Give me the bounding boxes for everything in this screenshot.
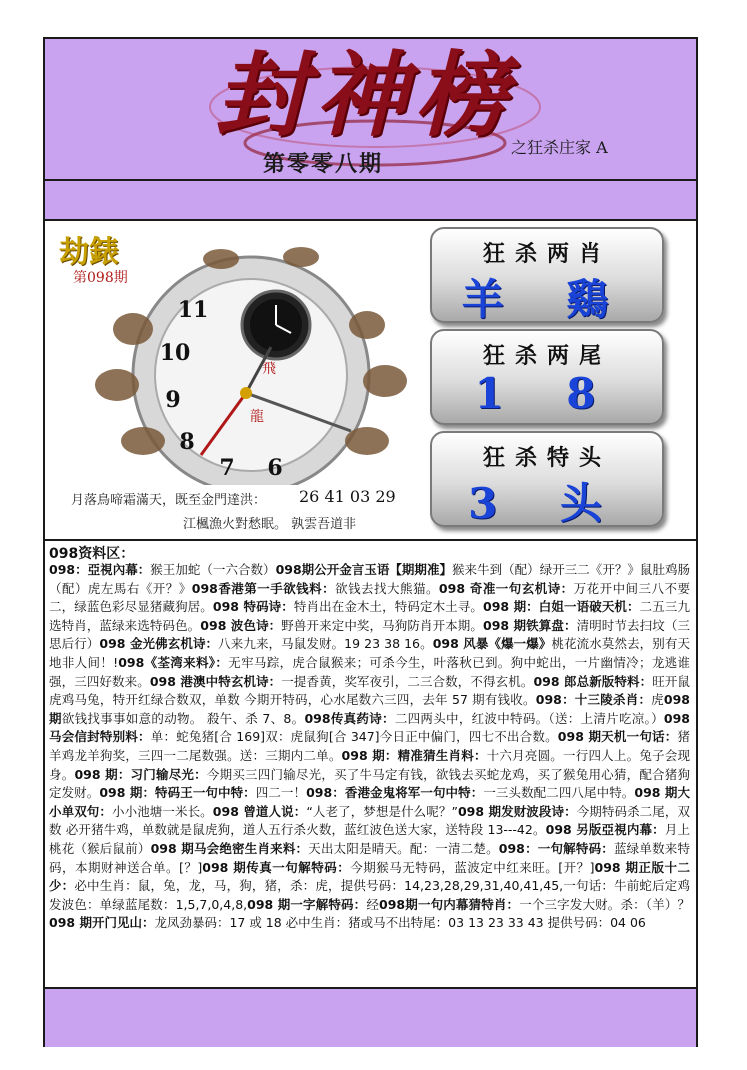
svg-text:7: 7 xyxy=(219,455,235,481)
paragraph-heading: 098 波色诗： xyxy=(200,617,282,633)
box-value: 3 头 xyxy=(468,479,626,528)
paragraph-heading: 098期 xyxy=(49,692,690,726)
paragraph-heading: 098《荃湾来料》： xyxy=(118,654,229,670)
paragraph-heading: 098 曾道人说： xyxy=(212,803,307,819)
box-kill-two-zodiac xyxy=(430,227,664,323)
paragraph-text: 欲钱去找大熊猫。 xyxy=(335,580,439,596)
paragraph-text: 天出太阳是晴天。配：一清二楚。 xyxy=(308,840,499,856)
paragraph-heading: 098：香港金鬼将军一句中特： xyxy=(306,785,484,801)
paragraph-heading: 098 期：精准猜生肖料： xyxy=(341,747,487,763)
paragraph-heading: 098期公开金言玉语【期期准】 xyxy=(275,562,453,577)
paragraph-text: 旺开鼠虎鸡马兔，特开红绿合数双，单数 今期开特码，心水尾数六三四，去年 57 期有钱收。 xyxy=(49,673,690,708)
paragraph-text: 一三头数配二四八尾中特。 xyxy=(483,785,635,801)
paragraph-heading: 098 期正版十二少： xyxy=(49,859,690,894)
purple-band xyxy=(45,181,696,221)
paragraph-text: 龙凤劲暴码：17 或 18 必中生肖：猪或马不出特尾：03 13 23 33 43 提供号码：04 06 xyxy=(154,915,646,931)
paragraph-text: 无牢马踪，虎合鼠猴来；可杀今生，叶落秋已到。狗中蛇出，一片幽情冷；龙逃谁强，三四好数来。 xyxy=(49,654,690,689)
paragraph-text: 野兽开来定中奖，马狗防肖开本期。 xyxy=(281,617,483,633)
svg-text:6: 6 xyxy=(267,455,283,481)
paragraph-heading: 098 期：习门输尽光： xyxy=(74,766,207,782)
box-value: 1 8 xyxy=(474,369,620,418)
box-value: 羊 鷄 xyxy=(461,275,633,324)
svg-text:9: 9 xyxy=(165,387,181,413)
paragraph-text: 虎 xyxy=(651,692,664,708)
footer-band xyxy=(45,987,696,1047)
svg-text:8: 8 xyxy=(179,429,195,455)
paragraph-text: 猴王加蛇（一六合数） xyxy=(150,562,276,577)
image-row xyxy=(45,221,696,537)
paragraph-text: 四二一！ xyxy=(255,785,307,801)
paragraph-heading: 098期一句内幕猜特肖： xyxy=(379,896,520,912)
box-kill-special-head xyxy=(430,431,664,527)
paragraph-heading: 098 期大小单双句： xyxy=(49,785,690,819)
paragraph-text: 桃花流水莫然去，别有天地非人间！! xyxy=(49,636,690,670)
paragraph-text: 今期买三四门输尽光，买了牛马定有钱，欲钱去买蛇龙鸡，买了猴兔用心猜，配合猪狗定发财。 xyxy=(49,766,690,801)
paragraph-heading: 098 期传真一句解特码： xyxy=(202,859,351,875)
page-title: 封神榜 xyxy=(215,41,516,149)
issue-period: 第零零八期 xyxy=(263,151,384,177)
clock-char-2: 龍 xyxy=(250,409,264,425)
info-text-area xyxy=(45,539,696,989)
paragraph-heading: 098：亞視內幕： xyxy=(49,562,151,577)
paragraph-text: 单：蛇兔猪[合 169]双：虎鼠狗[合 347]今日正中偏门，四七不出合数。 xyxy=(150,729,558,745)
paragraph-heading: 098 期发财波段诗： xyxy=(457,803,577,819)
clock-caption-line2: 江楓漁火對愁眠。 孰雲吾道非 xyxy=(183,517,357,532)
clock-logo-text: 劫錶 xyxy=(59,235,119,270)
paragraph-heading: 098传真药诗： xyxy=(304,710,395,726)
paragraph-text: 清明时节去扫坟（三思后行） xyxy=(49,617,690,652)
paragraph-heading: 098：一句解特码： xyxy=(498,840,614,856)
paragraph-heading: 098 期：白姐一语破天机： xyxy=(483,599,640,615)
paragraph-heading: 098 期一字解特码： xyxy=(247,896,367,912)
box-label: 狂杀两尾 xyxy=(482,343,611,369)
paragraph-text: 月上桃花（猴后鼠前） xyxy=(49,822,690,856)
clock-char-1: 飛 xyxy=(262,361,276,377)
paragraph-heading: 098 期开门见山： xyxy=(49,915,155,931)
page-subtitle: 之狂杀庄家 A xyxy=(511,138,608,157)
paragraph-text: 二五三九选特肖，蓝绿来选特码色。 xyxy=(49,599,690,633)
poster-frame xyxy=(43,37,698,1047)
paragraph-heading: 098香港第一手欲钱料： xyxy=(191,580,336,596)
paragraph-text: 八来九来，马鼠发财。19 23 38 16。 xyxy=(218,636,433,652)
paragraph-heading: 098：十三陵杀肖： xyxy=(535,692,652,708)
paragraph-heading: 098 金光佛玄机诗： xyxy=(99,636,219,652)
zodiac-clock-icon xyxy=(51,245,427,485)
paragraph-text: 蓝绿单数来特码，本期财神送合单。[？] xyxy=(49,840,690,875)
paragraph-heading: 098 风暴《爆一爆》 xyxy=(432,636,552,652)
box-label: 狂杀特头 xyxy=(482,445,611,471)
paragraph-text: 今期特码杀二尾，双数 必开猪牛鸡，单数就是鼠虎狗，道人五行杀火数，蓝红波色送大家，送特段 13---42。 xyxy=(49,803,690,838)
box-label: 狂杀两肖 xyxy=(482,241,611,267)
paragraph-heading: 098 郎总新版特料： xyxy=(533,673,653,689)
paragraph-text: 欲钱找事事如意的动物。 殺午、杀 7、8。 xyxy=(61,710,305,726)
svg-text:11: 11 xyxy=(177,297,209,323)
paragraph-text: 特肖出在金木土，特码定木土寻。 xyxy=(293,599,484,615)
paragraph-heading: 098 期：特码王一句中特： xyxy=(99,785,256,801)
paragraph-text: 必中生肖：鼠，兔，龙，马，狗，猪，杀：虎，提供号码：14,23,28,29,31,40,41,45,一句话：牛前蛇后定鸡发波色：单绿蓝尾数：1,5,7,0,4,8, xyxy=(49,878,690,912)
paragraph-heading: 098 期铁算盘： xyxy=(483,617,577,633)
box-kill-two-tail xyxy=(430,329,664,425)
paragraph-text: 猴来牛到（配）绿开三二《开？》鼠肚鸡肠（配）虎左馬右《开？》 xyxy=(49,562,690,596)
section-title: 098资料区： xyxy=(49,546,135,562)
clock-numbers: 26 41 03 29 xyxy=(299,487,396,506)
paragraph-heading: 098 特码诗： xyxy=(212,599,294,615)
header-banner xyxy=(45,39,696,181)
clock-caption-line1: 月落鳥啼霜滿天，既至金門達洪： xyxy=(71,493,267,508)
paragraph-heading: 098 期马会绝密生肖来料： xyxy=(150,840,309,856)
svg-text:10: 10 xyxy=(159,340,191,366)
clock-issue-label: 第098期 xyxy=(73,270,128,286)
paragraph-text: 万花开中间三八不要二，绿蓝色彩尽显猪藏狗居。 xyxy=(49,580,690,615)
paragraph-text: “人老了，梦想是什么呢？” xyxy=(306,803,458,819)
paragraph-heading: 098 奇准一句玄机诗： xyxy=(438,580,574,596)
paragraph-text: 今期猴马无特码，蓝波定中红来旺。[开？] xyxy=(350,859,595,875)
paragraph-text: 二四两头中，红波中特码。（送：上清片吃凉。） xyxy=(394,710,664,726)
paragraph-text: 猪羊鸡龙羊狗奖，三四一二尾数强。送：三期内二单。 xyxy=(49,729,690,763)
info-paragraph xyxy=(49,561,690,933)
zodiac-clock-panel xyxy=(51,225,427,533)
paragraph-text: 十六月亮圆。一行四人上。兔子会现身。 xyxy=(49,747,690,782)
paragraph-heading: 098 期天机一句话： xyxy=(557,729,678,745)
paragraph-text: 小小池塘一米长。 xyxy=(112,803,213,819)
paragraph-heading: 098 马会信封特别料： xyxy=(49,710,690,745)
paragraph-heading: 098 另版亞視内幕： xyxy=(545,822,665,838)
paragraph-text: 一个三字发大财。杀：（羊）？ xyxy=(519,896,690,912)
paragraph-text: 经 xyxy=(366,896,380,912)
paragraph-text: 一提香黄，奖军夜引，二三合数，不得玄机。 xyxy=(281,673,534,689)
paragraph-heading: 098 港澳中特玄机诗： xyxy=(149,673,282,689)
